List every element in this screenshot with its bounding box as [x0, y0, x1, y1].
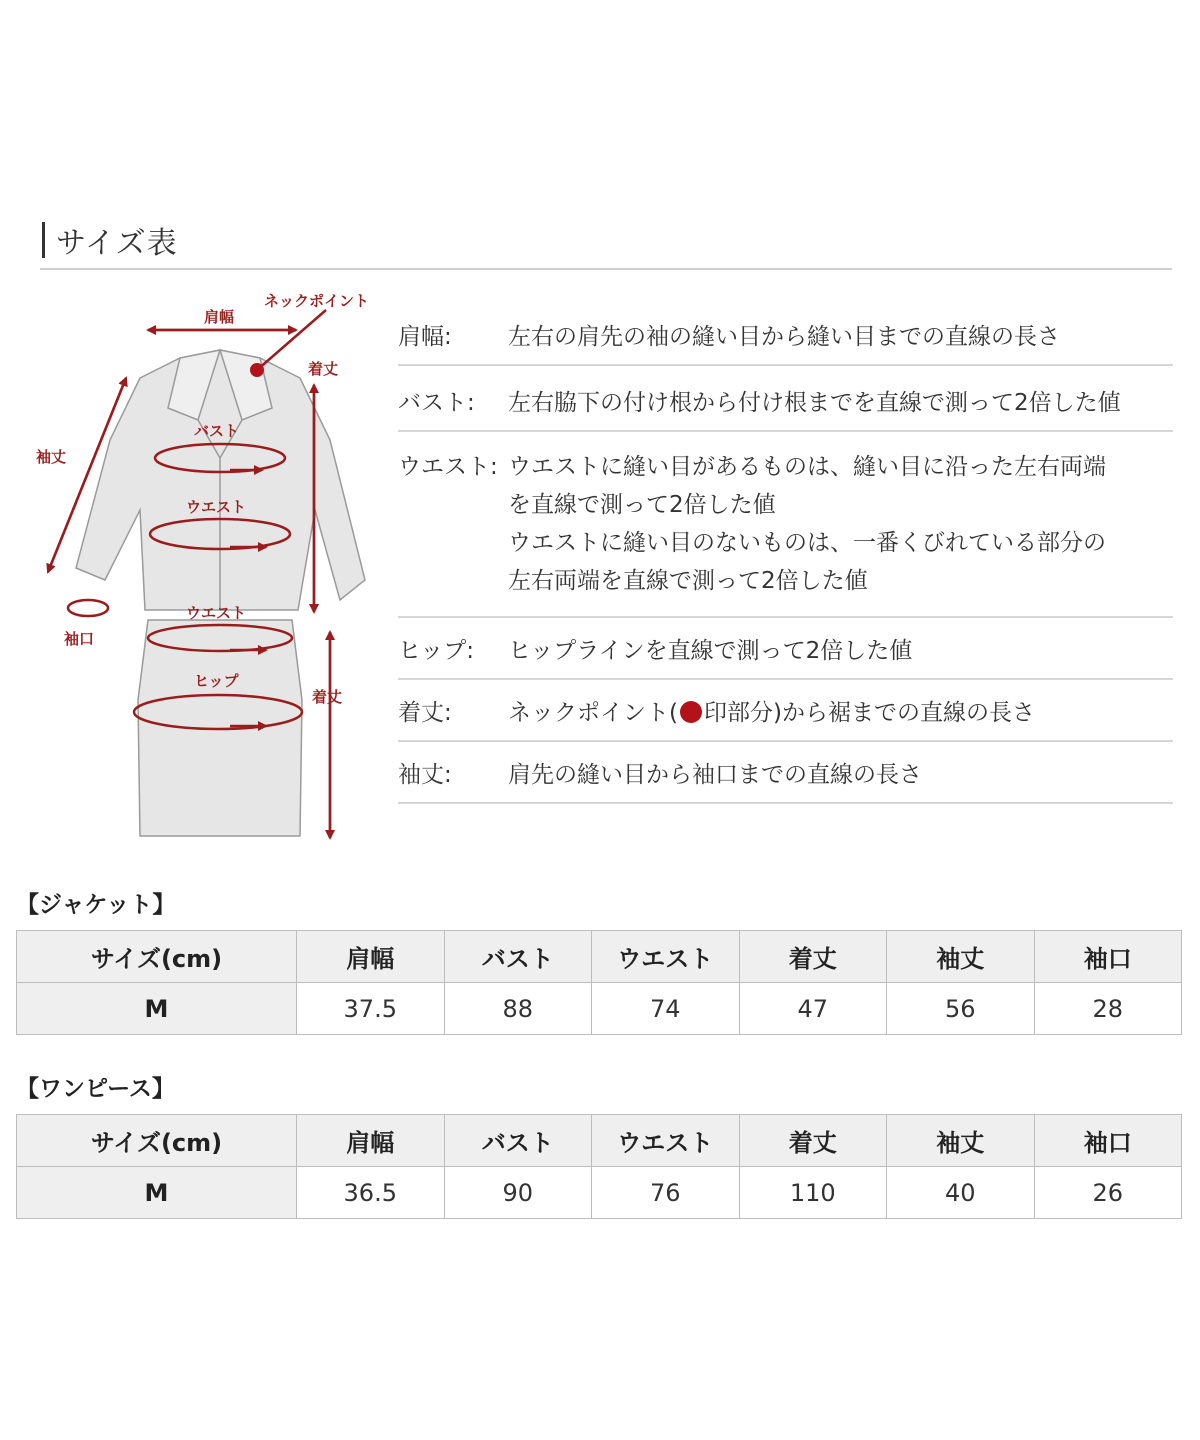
section-title-bar: [40, 212, 1172, 270]
value-cell: 88: [444, 983, 592, 1035]
jacket-size-table: [16, 930, 1182, 1035]
title-accent-bar: [42, 222, 45, 258]
definition-line: 左右脇下の付け根から付け根までを直線で測って2倍した値: [508, 390, 1121, 416]
definition-line: 肩先の縫い目から袖口までの直線の長さ: [508, 762, 922, 788]
table-header-row: [17, 1115, 1182, 1167]
header-cell: 着丈: [739, 931, 887, 983]
measurement-diagram: [30, 280, 390, 850]
definition-term: 袖丈:: [398, 762, 452, 788]
header-cell: 肩幅: [297, 1115, 445, 1167]
definition-line: ネックポイント(: [508, 700, 678, 726]
table-header-row: [17, 931, 1182, 983]
definition-length: [398, 680, 1173, 742]
header-cell: 着丈: [739, 1115, 887, 1167]
definition-line: 左右の肩先の袖の縫い目から縫い目までの直線の長さ: [508, 324, 1060, 350]
definition-sleeve: [398, 742, 1173, 804]
definition-term: ウエスト:: [398, 454, 498, 480]
label-sleeve: 袖丈: [36, 448, 67, 466]
value-cell: 74: [592, 983, 740, 1035]
value-cell: 90: [444, 1167, 592, 1219]
header-cell: 肩幅: [297, 931, 445, 983]
label-hip: ヒップ: [194, 672, 239, 690]
value-cell: 37.5: [297, 983, 445, 1035]
label-bust: バスト: [194, 422, 240, 440]
size-cell: M: [17, 1167, 297, 1219]
label-length-jacket: 着丈: [308, 360, 339, 378]
label-length-skirt: 着丈: [312, 688, 343, 706]
value-cell: 76: [592, 1167, 740, 1219]
definition-term: 着丈:: [398, 700, 452, 726]
definition-line: 左右両端を直線で測って2倍した値: [508, 568, 868, 594]
header-cell: ウエスト: [592, 1115, 740, 1167]
value-cell: 47: [739, 983, 887, 1035]
definition-line: を直線で測って2倍した値: [508, 492, 776, 518]
neck-point-dot: [250, 363, 264, 377]
measurement-definitions: [398, 300, 1173, 804]
header-cell: 袖口: [1034, 1115, 1182, 1167]
label-waist-skirt: ウエスト: [186, 604, 247, 622]
label-cuff: 袖口: [64, 630, 95, 648]
definition-term: 肩幅:: [398, 324, 452, 350]
neck-point-marker-icon: [680, 701, 702, 723]
value-cell: 28: [1034, 983, 1182, 1035]
table-row: [17, 983, 1182, 1035]
onepiece-size-table: [16, 1114, 1182, 1219]
definition-bust: [398, 366, 1173, 432]
value-cell: 36.5: [297, 1167, 445, 1219]
size-cell: M: [17, 983, 297, 1035]
jacket-shape: [76, 350, 365, 610]
definition-text: [508, 632, 1173, 678]
label-shoulder: 肩幅: [204, 308, 235, 326]
value-cell: 56: [887, 983, 1035, 1035]
header-cell: バスト: [444, 1115, 592, 1167]
definition-text: [508, 384, 1173, 430]
definition-waist: [398, 432, 1173, 618]
header-cell: ウエスト: [592, 931, 740, 983]
header-cell: バスト: [444, 931, 592, 983]
page-title: サイズ表: [56, 226, 178, 261]
onepiece-heading: 【ワンピース】: [16, 1076, 175, 1102]
definition-term: ヒップ:: [398, 638, 475, 664]
definition-shoulder: [398, 300, 1173, 366]
label-neck-point: ネックポイント: [264, 292, 370, 310]
definition-text: [508, 694, 1173, 740]
definition-hip: [398, 618, 1173, 680]
definition-text: [508, 756, 1173, 802]
table-row: [17, 1167, 1182, 1219]
header-cell: 袖口: [1034, 931, 1182, 983]
header-cell: 袖丈: [887, 1115, 1035, 1167]
jacket-heading: 【ジャケット】: [16, 892, 176, 918]
header-cell: 袖丈: [887, 931, 1035, 983]
value-cell: 40: [887, 1167, 1035, 1219]
definition-line: ウエストに縫い目があるものは、縫い目に沿った左右両端: [508, 454, 1106, 480]
definition-line: 印部分)から裾までの直線の長さ: [703, 700, 1035, 726]
definition-line: ヒップラインを直線で測って2倍した値: [508, 638, 913, 664]
value-cell: 110: [739, 1167, 887, 1219]
header-cell: サイズ(cm): [17, 1115, 297, 1167]
label-waist: ウエスト: [186, 498, 247, 516]
definition-line: ウエストに縫い目のないものは、一番くびれている部分の: [508, 530, 1106, 556]
definition-text: [508, 318, 1173, 364]
value-cell: 26: [1034, 1167, 1182, 1219]
header-cell: サイズ(cm): [17, 931, 297, 983]
definition-text: [508, 448, 1173, 616]
definition-term: バスト:: [398, 390, 475, 416]
